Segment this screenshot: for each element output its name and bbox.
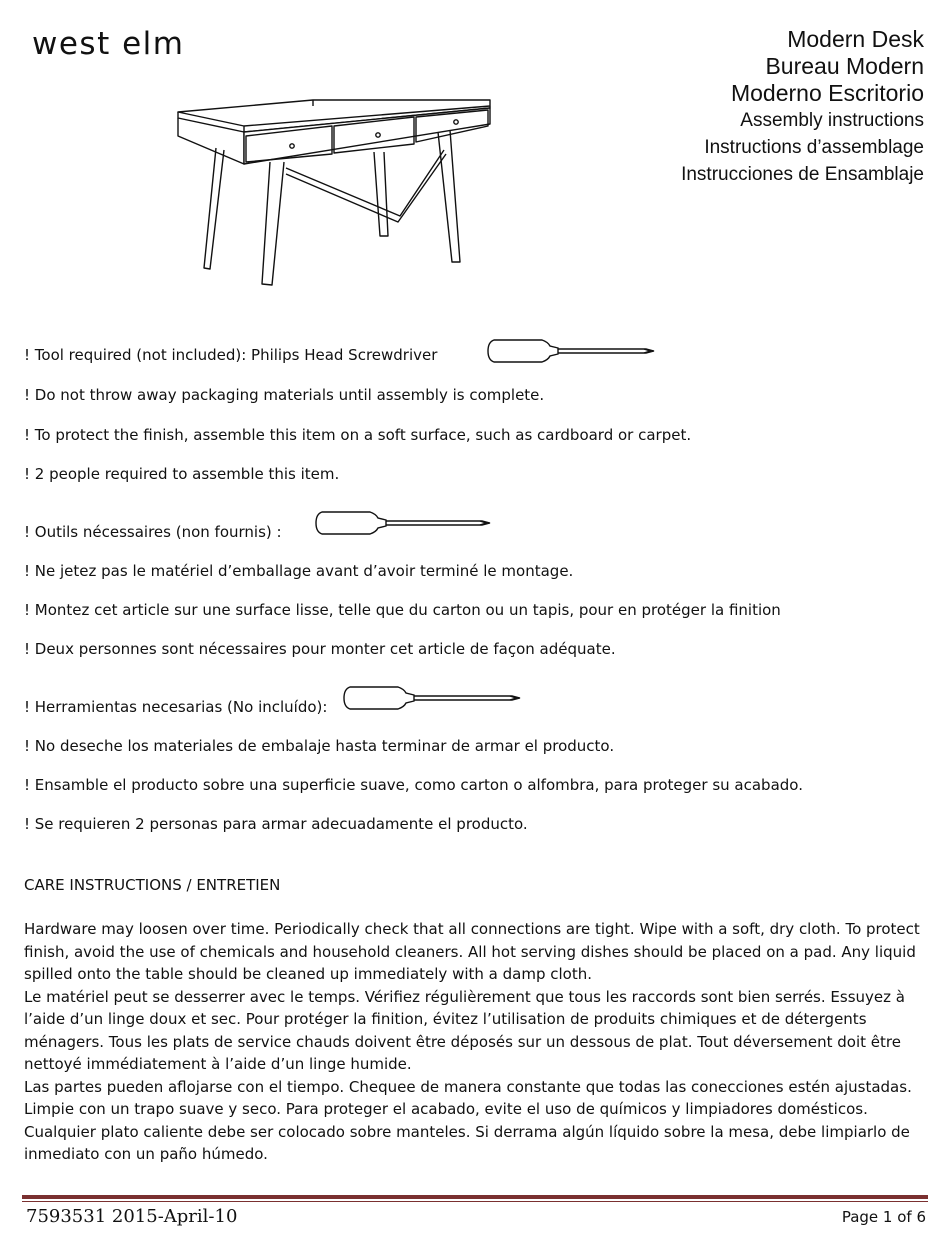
note-fr-tool: ! Outils nécessaires (non fournis) : xyxy=(24,523,282,541)
document-id-date: 7593531 2015-April-10 xyxy=(26,1206,238,1227)
footer-rule xyxy=(22,1195,928,1199)
note-en-packaging: ! Do not throw away packaging materials until assembly is complete. xyxy=(24,386,545,404)
title-en: Modern Desk xyxy=(787,26,924,52)
note-es-people: ! Se requieren 2 personas para armar adecuadamente el producto. xyxy=(24,815,528,833)
title-fr: Bureau Modern xyxy=(765,53,924,79)
care-text-es: Las partes pueden aflojarse con el tiempo. Chequee de manera constante que todas las conecciones estén ajustadas. Limpie con un trapo suave y seco. Para proteger el acabado, evite el uso de químicos y limpiadores domésticos. Cualquier plato caliente debe ser colocado sobre manteles. Si derrama algún líquido sobre la mesa, debe limpiarlo de inmediato con un paño húmedo. xyxy=(24,1077,912,1163)
page-number: Page 1 of 6 xyxy=(841,1208,926,1226)
brand-logo: west elm xyxy=(32,26,185,62)
screwdriver-icon xyxy=(314,510,494,536)
note-fr-packaging: ! Ne jetez pas le matériel d’emballage avant d’avoir terminé le montage. xyxy=(24,562,574,580)
note-es-tool: ! Herramientas necesarias (No incluído): xyxy=(24,698,328,716)
desk-illustration xyxy=(168,96,508,316)
note-en-surface: ! To protect the finish, assemble this item on a soft surface, such as cardboard or carpet. xyxy=(24,426,692,444)
note-es-surface: ! Ensamble el producto sobre una superficie suave, como carton o alfombra, para proteger su acabado. xyxy=(24,776,803,794)
note-en-tool: ! Tool required (not included): Philips Head Screwdriver xyxy=(24,346,438,364)
note-en-people: ! 2 people required to assemble this item. xyxy=(24,465,340,483)
footer-rule-thin xyxy=(22,1201,928,1202)
note-fr-surface: ! Montez cet article sur une surface lisse, telle que du carton ou un tapis, pour en protéger la finition xyxy=(24,601,781,619)
title-es: Moderno Escritorio xyxy=(730,80,924,106)
subtitle-en: Assembly instructions xyxy=(740,110,924,131)
subtitle-es: Instrucciones de Ensamblaje xyxy=(681,164,924,185)
screwdriver-icon xyxy=(342,685,524,711)
subtitle-fr: Instructions d’assemblage xyxy=(704,137,924,158)
care-instructions xyxy=(24,918,928,1166)
note-es-packaging: ! No deseche los materiales de embalaje hasta terminar de armar el producto. xyxy=(24,737,615,755)
screwdriver-icon xyxy=(486,338,658,364)
care-text-en: Hardware may loosen over time. Periodically check that all connections are tight. Wipe with a soft, dry cloth. To protect finish, avoid the use of chemicals and household cleaners. All hot serving dishes should be placed on a pad. Any liquid spilled onto the table should be cleaned up immediately with a damp cloth. xyxy=(24,920,920,983)
care-text-fr: Le matériel peut se desserrer avec le temps. Vérifiez régulièrement que tous les raccords sont bien serrés. Essuyez à l’aide d’un linge doux et sec. Pour protéger la finition, évitez l’utilisation de produits chimiques et de détergents ménagers. Tous les plats de service chauds doivent être déposés sur un dessous de plat. Tout déversement doit être nettoyé immédiatement à l’aide d’un linge humide. xyxy=(24,987,905,1073)
note-fr-people: ! Deux personnes sont nécessaires pour monter cet article de façon adéquate. xyxy=(24,640,616,658)
care-heading: CARE INSTRUCTIONS / ENTRETIEN xyxy=(24,876,281,894)
document-titles xyxy=(681,26,924,188)
